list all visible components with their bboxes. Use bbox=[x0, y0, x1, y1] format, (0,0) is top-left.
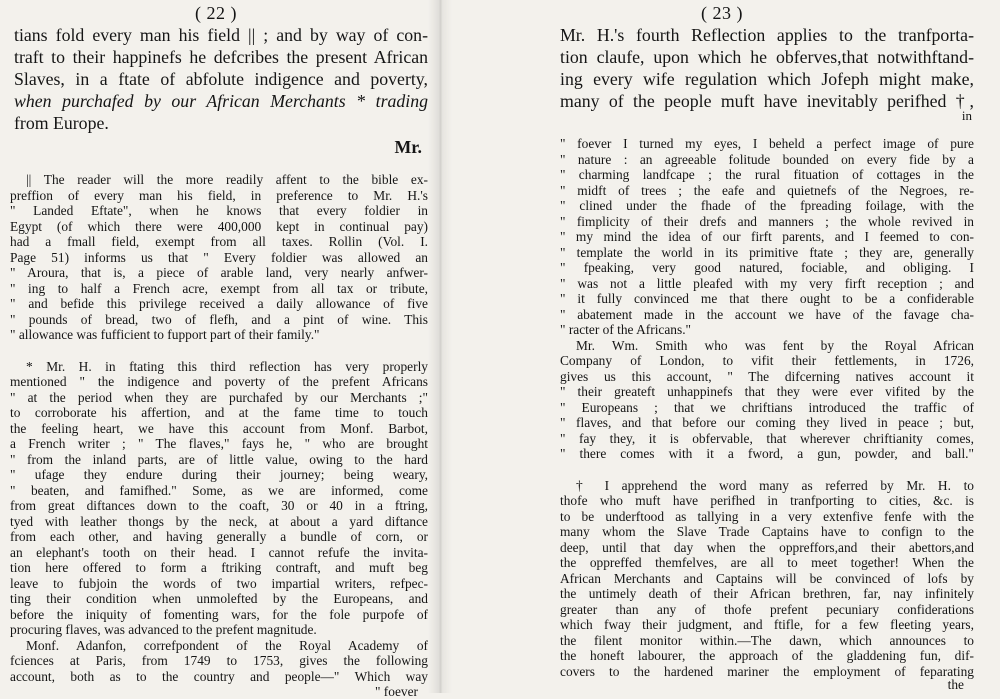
footnote-line: gives us this account, " The difcerning natives account it bbox=[560, 369, 974, 385]
footnote-line: " Europeans ; that we chriftians introduced the traffic of bbox=[560, 400, 974, 416]
footnote-line: Company of London, to vifit their fettlements, in 1726, bbox=[560, 353, 974, 369]
left-footnote-1 bbox=[4, 172, 428, 343]
footnote-line: " fimplicity of their drefs and manners ; the whole revived in bbox=[560, 214, 974, 230]
footnote-line: Mr. Wm. Smith who was fent by the Royal African bbox=[560, 338, 974, 354]
footnote-line: " Landed Eftate", when he knows that every foldier in bbox=[10, 203, 428, 219]
text-line: Mr. H.'s fourth Reflection applies to the tranfporta- bbox=[560, 24, 974, 46]
footnote-line: " racter of the Africans." bbox=[560, 322, 974, 338]
footnote-line: ting their condition when unmolefted by the Europeans, and bbox=[10, 591, 428, 607]
footnote-catchword-right: the bbox=[560, 679, 974, 691]
right-page bbox=[440, 0, 1000, 693]
footnote-line: † I apprehend the word many as referred by Mr. H. to bbox=[560, 478, 974, 494]
left-footnote-2 bbox=[4, 359, 428, 699]
footnote-line: " charming landfcape ; the rural fituation of cottages in the bbox=[560, 167, 974, 183]
text-line: when purchafed by our African Merchants * trading bbox=[14, 90, 428, 112]
footnote-line: had a fmall field, exempt from all taxes. Rollin (Vol. I. bbox=[10, 234, 428, 250]
footnote-line: account, both as to the country and people—" Which way bbox=[10, 669, 428, 685]
footnote-line: " template the world in its primitive ftate ; they are, generally bbox=[560, 245, 974, 261]
footnote-line: the honeft labourer, the approach of the gladdening fun, dif- bbox=[560, 648, 974, 664]
footnote-line: " fay they, it is obfervable, that wherever chriftianity comes, bbox=[560, 431, 974, 447]
text-line: Slaves, in a ftate of abfolute indigence and poverty, bbox=[14, 68, 428, 90]
right-footnote-2 bbox=[470, 478, 974, 692]
footnote-line: || The reader will the more readily affent to the bible ex- bbox=[10, 172, 428, 188]
footnote-line: " my mind the idea of our firft parents, and I feemed to con- bbox=[560, 229, 974, 245]
text-line: tians fold every man his field || ; and by way of con- bbox=[14, 24, 428, 46]
footnote-line: preffion of every man his field, in preference to Mr. H.'s bbox=[10, 188, 428, 204]
footnote-line: " flaves, and that before our coming they lived in peace ; but, bbox=[560, 415, 974, 431]
footnote-catchword-left: " foever bbox=[10, 684, 428, 699]
right-main-text bbox=[470, 24, 974, 122]
footnote-line: the untimely death of their African brethren, far, nay infinitely bbox=[560, 586, 974, 602]
footnote-line: " foever I turned my eyes, I beheld a perfect image of pure bbox=[560, 136, 974, 152]
text-line: from Europe. bbox=[14, 112, 428, 134]
text-line: many of the people muft have inevitably perifhed †, bbox=[560, 90, 974, 112]
footnote-line: the filent monitor within.—The dawn, which announces to bbox=[560, 633, 974, 649]
footnote-line: " their greateft unhappinefs that they were ever vifited by the bbox=[560, 384, 974, 400]
right-footnote-1 bbox=[470, 136, 974, 462]
footnote-line: which fway their judgment, and ftifle, for a few fleeting years, bbox=[560, 617, 974, 633]
footnote-line: " ing to half a French acre, exempt from all tax or tribute, bbox=[10, 281, 428, 297]
footnote-line: tion here offered to form a ftriking contraft, and muft beg bbox=[10, 560, 428, 576]
footnote-line: " from the inland parts, are of little value, owing to the hard bbox=[10, 452, 428, 468]
footnote-line: greater than any of thofe prefent pecuniary confiderations bbox=[560, 602, 974, 618]
footnote-line: deep, until that day when the oppreffors,and their abettors,and bbox=[560, 540, 974, 556]
footnote-line: mentioned " the indigence and poverty of the prefent Africans bbox=[10, 374, 428, 390]
footnote-line: thofe who muft have perifhed in tranfporting to cities, &c. is bbox=[560, 493, 974, 509]
footnote-line: many whom the Slave Trade Captains have to confign to the bbox=[560, 524, 974, 540]
footnote-line: to corroborate his affertion, and at the fame time to touch bbox=[10, 405, 428, 421]
footnote-line: " Aroura, that is, a piece of arable land, very nearly anfwer- bbox=[10, 265, 428, 281]
footnote-line: " beaten, and famifhed." Some, as we are informed, come bbox=[10, 483, 428, 499]
footnote-line: " and befide this privilege received a daily allowance of five bbox=[10, 296, 428, 312]
footnote-line: the oppreffed themfelves, are all to meet together! When the bbox=[560, 555, 974, 571]
footnote-line: " nature : an agreeable folitude bounded on every fide by a bbox=[560, 152, 974, 168]
left-page bbox=[0, 0, 440, 693]
footnote-line: tyed with leather thongs by the neck, at about a yard diftance bbox=[10, 514, 428, 530]
left-main-text bbox=[4, 24, 428, 158]
footnote-line: " clined under the fhade of the fpreading foilage, with the bbox=[560, 198, 974, 214]
footnote-line: procuring flaves, was advanced to the prefent magnitude. bbox=[10, 622, 428, 638]
footnote-line: African Merchants and Captains will be convinced of lofs by bbox=[560, 571, 974, 587]
footnote-line: covers to the hardened mariner the employment of feparating bbox=[560, 664, 974, 680]
footnote-line: before the iniquity of fomenting wars, for the fole purpofe of bbox=[10, 607, 428, 623]
footnote-line: " abatement made in the account we have of the favage cha- bbox=[560, 307, 974, 323]
footnote-line: " allowance was fufficient to fupport part of their family." bbox=[10, 327, 428, 343]
footnote-line: an elephant's tooth on their head. I cannot refufe the invita- bbox=[10, 545, 428, 561]
footnote-line: Egypt (of which there were 400,000 kept in continual pay) bbox=[10, 219, 428, 235]
page-number-right: ( 23 ) bbox=[470, 2, 974, 24]
footnote-line: a French writer ; " The flaves," fays he, " who are brought bbox=[10, 436, 428, 452]
catchword-left: Mr. bbox=[14, 136, 428, 158]
footnote-line: " there comes with it a fword, a gun, powder, and ball." bbox=[560, 446, 974, 462]
footnote-line: fciences at Paris, from 1749 to 1753, gives the following bbox=[10, 653, 428, 669]
footnote-line: Page 51) informs us that " Every foldier was allowed an bbox=[10, 250, 428, 266]
text-line: tion claufe, upon which he obferves,that notwithftand- bbox=[560, 46, 974, 68]
footnote-line: " fpeaking, very good natured, fociable, and obliging. I bbox=[560, 260, 974, 276]
text-line: traft to their happinefs he defcribes the present African bbox=[14, 46, 428, 68]
catchword-right: in bbox=[560, 110, 974, 122]
footnote-line: " at the period when they are purchafed by our Merchants ;" bbox=[10, 390, 428, 406]
footnote-line: Monf. Adanfon, correfpondent of the Royal Academy of bbox=[10, 638, 428, 654]
footnote-line: to be underftood as tallying in a very extenfive fenfe with the bbox=[560, 509, 974, 525]
footnote-line: from great diftances down to the coaft, 30 or 40 in a ftring, bbox=[10, 498, 428, 514]
footnote-line: " midft of trees ; the eafe and quietnefs of the Negroes, re- bbox=[560, 183, 974, 199]
footnote-line: " it fully convinced me that there ought to be a confiderable bbox=[560, 291, 974, 307]
footnote-line: " pounds of bread, two of flefh, and a pint of wine. This bbox=[10, 312, 428, 328]
footnote-line: the feeling heart, we have this account from Monf. Barbot, bbox=[10, 421, 428, 437]
text-line: ing every wife regulation which Jofeph might make, bbox=[560, 68, 974, 90]
page-number-left: ( 22 ) bbox=[4, 2, 428, 24]
footnote-line: from each other, and having generally a bundle of corn, or bbox=[10, 529, 428, 545]
footnote-line: " was not a little pleafed with my very firft reception ; and bbox=[560, 276, 974, 292]
footnote-line: * Mr. H. in ftating this third reflection has very properly bbox=[10, 359, 428, 375]
footnote-line: " ufage they endure during their journey; being weary, bbox=[10, 467, 428, 483]
footnote-line: leave to fubjoin the words of two impartial writers, refpec- bbox=[10, 576, 428, 592]
